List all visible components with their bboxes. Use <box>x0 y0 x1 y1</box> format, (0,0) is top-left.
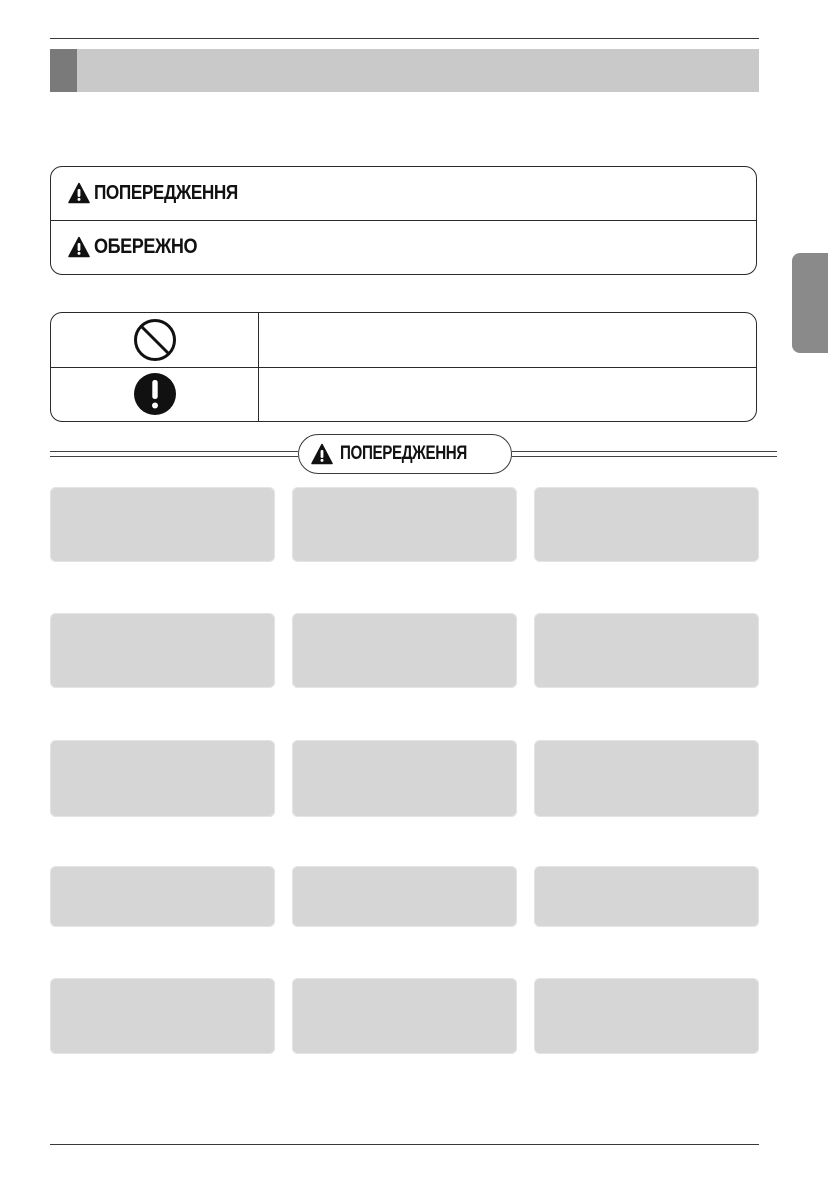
warning-row <box>68 178 261 208</box>
warning-triangle-icon <box>68 182 90 204</box>
warning-card <box>292 613 517 688</box>
warning-card <box>50 978 275 1054</box>
mandatory-action-icon <box>133 372 177 416</box>
warning-card <box>534 487 759 562</box>
warning-card <box>292 740 517 817</box>
caution-label: ОБЕРЕЖНО <box>94 235 198 258</box>
prohibition-icon <box>133 318 177 362</box>
signal-word-divider <box>50 220 757 221</box>
warning-card <box>292 978 517 1054</box>
warning-card <box>292 487 517 562</box>
chapter-side-tab[interactable] <box>792 253 828 353</box>
warning-label: ПОПЕРЕДЖЕННЯ <box>94 181 238 204</box>
warning-card <box>534 613 759 688</box>
prohibition-description <box>272 313 742 367</box>
bottom-rule <box>50 1144 759 1145</box>
banner-line-left-top <box>50 451 298 452</box>
section-header-bar <box>50 49 759 92</box>
warning-card <box>534 866 759 927</box>
banner-line-left-bottom <box>50 456 298 457</box>
symbol-column-divider <box>258 313 259 421</box>
warning-triangle-icon <box>311 443 333 465</box>
warning-card <box>534 978 759 1054</box>
warning-card <box>50 613 275 688</box>
top-rule <box>50 38 759 39</box>
warning-card <box>292 866 517 927</box>
banner-line-right-top <box>512 451 777 452</box>
section-header-marker <box>50 49 77 92</box>
caution-triangle-icon <box>68 236 90 258</box>
warning-section-label: ПОПЕРЕДЖЕННЯ <box>340 443 468 464</box>
warning-card <box>50 740 275 817</box>
warning-section-banner <box>298 434 512 474</box>
mandatory-action-description <box>272 368 742 422</box>
warning-card <box>534 740 759 817</box>
warning-card <box>50 487 275 562</box>
caution-row <box>68 232 214 262</box>
warning-card <box>50 866 275 927</box>
banner-line-right-bottom <box>512 456 777 457</box>
